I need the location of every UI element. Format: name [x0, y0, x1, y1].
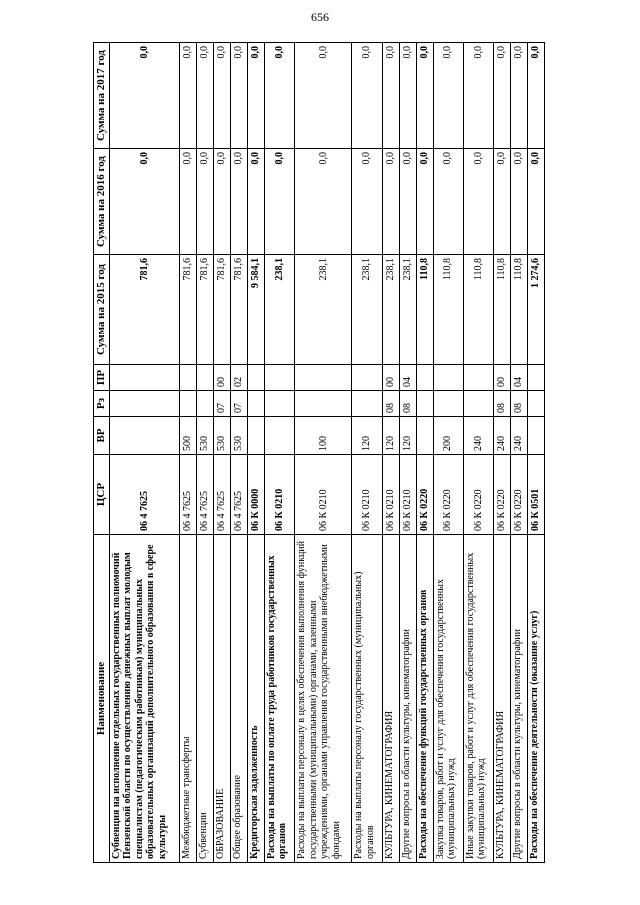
cell-name: КУЛЬТУРА, КИНЕМАТОГРАФИЯ [494, 535, 511, 863]
cell-name: Субвенции [197, 535, 214, 863]
cell-pr [180, 365, 197, 391]
cell-pr [352, 365, 382, 391]
cell-sum-2017: 0,0 [231, 43, 248, 149]
table-row [382, 43, 399, 863]
cell-vr [247, 417, 264, 455]
page-number: 656 [311, 10, 329, 24]
cell-sum-2015: 110,8 [433, 255, 463, 365]
cell-sum-2015: 238,1 [352, 255, 382, 365]
table-row [463, 43, 493, 863]
cell-sum-2017: 0,0 [247, 43, 264, 149]
table-row [214, 43, 231, 863]
cell-csr: 06 4 7625 [231, 455, 248, 535]
table-row [511, 43, 528, 863]
cell-sum-2016: 0,0 [382, 149, 399, 255]
header-name: Наименование [94, 535, 110, 863]
cell-name: Расходы на выплаты персоналу государственных (муниципальных) органов [352, 535, 382, 863]
cell-csr: 06 К 0501 [528, 455, 545, 535]
cell-pr: 00 [214, 365, 231, 391]
cell-sum-2016: 0,0 [528, 149, 545, 255]
cell-pr [197, 365, 214, 391]
cell-name: Субвенция на исполнение отдельных государственных полномочий Пензенской области по осуществлению денежных выплат молодым специалистам (педагогическим работникам) муниципальных образовательных организаций дополнительного образования в сфере культуры [109, 535, 180, 863]
cell-pr [528, 365, 545, 391]
cell-name: Межбюджетные трансферты [180, 535, 197, 863]
cell-sum-2016: 0,0 [264, 149, 294, 255]
table-row [416, 43, 433, 863]
cell-sum-2016: 0,0 [214, 149, 231, 255]
cell-sum-2016: 0,0 [352, 149, 382, 255]
cell-csr: 06 К 0220 [463, 455, 493, 535]
cell-rz [180, 391, 197, 417]
cell-sum-2017: 0,0 [433, 43, 463, 149]
cell-rz: 07 [214, 391, 231, 417]
cell-rz: 08 [399, 391, 416, 417]
cell-sum-2015: 9 584,1 [247, 255, 264, 365]
cell-sum-2017: 0,0 [399, 43, 416, 149]
cell-csr: 06 К 0000 [247, 455, 264, 535]
table-row [197, 43, 214, 863]
cell-sum-2015: 238,1 [382, 255, 399, 365]
cell-sum-2015: 238,1 [399, 255, 416, 365]
cell-sum-2016: 0,0 [231, 149, 248, 255]
table-row [494, 43, 511, 863]
cell-rz: 07 [231, 391, 248, 417]
cell-rz [463, 391, 493, 417]
cell-vr: 100 [295, 417, 352, 455]
cell-vr: 500 [180, 417, 197, 455]
table-row [109, 43, 180, 863]
header-sum-2017: Сумма на 2017 год [94, 43, 110, 149]
cell-pr [433, 365, 463, 391]
cell-sum-2015: 110,8 [416, 255, 433, 365]
cell-vr: 530 [197, 417, 214, 455]
budget-table-container [93, 43, 545, 863]
header-rz: Рз [94, 391, 110, 417]
cell-csr: 06 К 0220 [494, 455, 511, 535]
cell-rz [416, 391, 433, 417]
cell-pr: 00 [382, 365, 399, 391]
cell-vr: 240 [494, 417, 511, 455]
cell-sum-2017: 0,0 [494, 43, 511, 149]
cell-sum-2017: 0,0 [295, 43, 352, 149]
cell-vr: 240 [511, 417, 528, 455]
cell-pr: 02 [231, 365, 248, 391]
cell-rz [109, 391, 180, 417]
cell-sum-2017: 0,0 [382, 43, 399, 149]
cell-sum-2015: 110,8 [463, 255, 493, 365]
cell-name: Другие вопросы в области культуры, кинематографии [399, 535, 416, 863]
cell-vr [528, 417, 545, 455]
cell-csr: 06 К 0210 [264, 455, 294, 535]
cell-vr: 120 [352, 417, 382, 455]
cell-sum-2015: 781,6 [231, 255, 248, 365]
table-row [433, 43, 463, 863]
cell-sum-2015: 781,6 [180, 255, 197, 365]
table-row [180, 43, 197, 863]
cell-rz [528, 391, 545, 417]
cell-name: Общее образование [231, 535, 248, 863]
cell-vr [109, 417, 180, 455]
cell-rz: 08 [494, 391, 511, 417]
cell-sum-2017: 0,0 [180, 43, 197, 149]
cell-csr: 06 4 7625 [180, 455, 197, 535]
cell-rz [295, 391, 352, 417]
cell-vr: 200 [433, 417, 463, 455]
table-row [528, 43, 545, 863]
cell-pr: 00 [494, 365, 511, 391]
cell-rz [264, 391, 294, 417]
cell-csr: 06 К 0210 [295, 455, 352, 535]
cell-sum-2016: 0,0 [399, 149, 416, 255]
cell-sum-2017: 0,0 [352, 43, 382, 149]
cell-sum-2015: 238,1 [264, 255, 294, 365]
cell-name: Расходы на обеспечение функций государственных органов [416, 535, 433, 863]
cell-sum-2015: 238,1 [295, 255, 352, 365]
cell-csr: 06 К 0210 [399, 455, 416, 535]
table-row [231, 43, 248, 863]
header-pr: ПР [94, 365, 110, 391]
cell-name: Иные закупки товаров, работ и услуг для обеспечения государственных (муниципальных) нужд [463, 535, 493, 863]
cell-vr [264, 417, 294, 455]
cell-sum-2015: 1 274,6 [528, 255, 545, 365]
table-row [295, 43, 352, 863]
cell-vr: 120 [382, 417, 399, 455]
table-row [352, 43, 382, 863]
cell-sum-2016: 0,0 [295, 149, 352, 255]
cell-rz [247, 391, 264, 417]
cell-sum-2017: 0,0 [511, 43, 528, 149]
cell-rz [197, 391, 214, 417]
cell-vr [416, 417, 433, 455]
cell-sum-2016: 0,0 [511, 149, 528, 255]
cell-name: ОБРАЗОВАНИЕ [214, 535, 231, 863]
table-body [109, 43, 544, 863]
cell-name: Расходы на обеспечение деятельности (оказание услуг) [528, 535, 545, 863]
cell-pr [109, 365, 180, 391]
cell-sum-2016: 0,0 [416, 149, 433, 255]
header-csr: ЦСР [94, 455, 110, 535]
cell-csr: 06 4 7625 [109, 455, 180, 535]
cell-sum-2015: 781,6 [197, 255, 214, 365]
header-sum-2015: Сумма на 2015 год [94, 255, 110, 365]
cell-name: Закупка товаров, работ и услуг для обеспечения государственных (муниципальных) нужд [433, 535, 463, 863]
cell-rz [433, 391, 463, 417]
cell-sum-2015: 110,8 [494, 255, 511, 365]
cell-name: Расходы на выплаты персоналу в целях обеспечения выполнения функций государственными (муниципальными) органами, казенными учреждениями, органами управления государственными внебюджетными фондами [295, 535, 352, 863]
cell-sum-2016: 0,0 [197, 149, 214, 255]
cell-sum-2016: 0,0 [494, 149, 511, 255]
cell-sum-2017: 0,0 [416, 43, 433, 149]
cell-rz [352, 391, 382, 417]
cell-pr [463, 365, 493, 391]
cell-name: Кредиторская задолженность [247, 535, 264, 863]
cell-vr: 120 [399, 417, 416, 455]
table-row [264, 43, 294, 863]
header-sum-2016: Сумма на 2016 год [94, 149, 110, 255]
table-header-row [94, 43, 110, 863]
cell-sum-2017: 0,0 [197, 43, 214, 149]
cell-sum-2017: 0,0 [264, 43, 294, 149]
cell-pr: 04 [511, 365, 528, 391]
cell-sum-2016: 0,0 [180, 149, 197, 255]
cell-pr [295, 365, 352, 391]
cell-sum-2015: 781,6 [109, 255, 180, 365]
cell-name: Другие вопросы в области культуры, кинематографии [511, 535, 528, 863]
cell-pr: 04 [399, 365, 416, 391]
table-row [399, 43, 416, 863]
cell-csr: 06 К 0210 [382, 455, 399, 535]
cell-vr: 530 [231, 417, 248, 455]
cell-csr: 06 К 0210 [352, 455, 382, 535]
cell-sum-2015: 110,8 [511, 255, 528, 365]
cell-pr [264, 365, 294, 391]
cell-vr: 530 [214, 417, 231, 455]
cell-sum-2017: 0,0 [528, 43, 545, 149]
cell-sum-2016: 0,0 [433, 149, 463, 255]
cell-rz: 08 [382, 391, 399, 417]
cell-name: Расходы на выплаты по оплате труда работников государственных органов [264, 535, 294, 863]
cell-csr: 06 К 0220 [511, 455, 528, 535]
cell-sum-2016: 0,0 [109, 149, 180, 255]
cell-sum-2017: 0,0 [463, 43, 493, 149]
cell-csr: 06 4 7625 [214, 455, 231, 535]
cell-sum-2015: 781,6 [214, 255, 231, 365]
cell-vr: 240 [463, 417, 493, 455]
cell-sum-2016: 0,0 [247, 149, 264, 255]
cell-sum-2017: 0,0 [214, 43, 231, 149]
cell-csr: 06 4 7625 [197, 455, 214, 535]
cell-pr [416, 365, 433, 391]
header-vr: ВР [94, 417, 110, 455]
cell-csr: 06 К 0220 [433, 455, 463, 535]
cell-sum-2016: 0,0 [463, 149, 493, 255]
cell-sum-2017: 0,0 [109, 43, 180, 149]
cell-csr: 06 К 0220 [416, 455, 433, 535]
cell-name: КУЛЬТУРА, КИНЕМАТОГРАФИЯ [382, 535, 399, 863]
budget-table [93, 42, 545, 863]
cell-rz: 08 [511, 391, 528, 417]
table-row [247, 43, 264, 863]
cell-pr [247, 365, 264, 391]
